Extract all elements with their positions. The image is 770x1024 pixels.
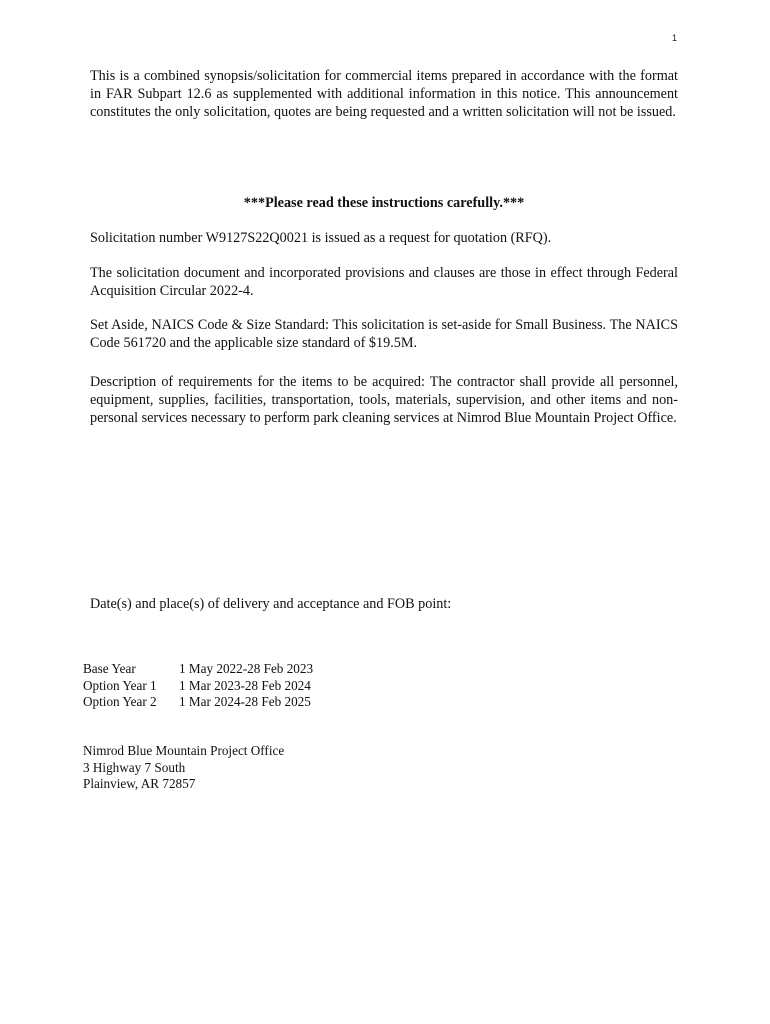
schedule-dates: 1 Mar 2024-28 Feb 2025: [179, 694, 311, 709]
provisions-paragraph: The solicitation document and incorporated provisions and clauses are those in effect through Federal Acquisition Circular 2022-4.: [90, 265, 678, 299]
schedule-period: Option Year 1: [83, 677, 157, 693]
schedule-row: [83, 678, 313, 695]
address-line: Nimrod Blue Mountain Project Office: [83, 743, 285, 758]
address-line: Plainview, AR 72857: [83, 776, 196, 791]
address-line: 3 Highway 7 South: [83, 759, 186, 775]
performance-schedule: [83, 661, 313, 711]
schedule-dates: 1 May 2022-28 Feb 2023: [179, 661, 314, 676]
schedule-period: Base Year: [83, 661, 136, 676]
intro-paragraph: This is a combined synopsis/solicitation for commercial items prepared in accordance with the format in FAR Subpart 12.6 as supplemented with additional information in this notice. This announcement constitutes the only solicitation, quotes are being requested and a written solicitation will not be issued.: [90, 68, 678, 120]
instructions-heading: ***Please read these instructions carefully.***: [243, 195, 525, 211]
schedule-row: [83, 661, 313, 678]
page-number: 1: [672, 33, 678, 43]
schedule-row: [83, 694, 313, 711]
schedule-dates: 1 Mar 2023-28 Feb 2024: [179, 677, 311, 693]
delivery-heading: Date(s) and place(s) of delivery and acceptance and FOB point:: [90, 596, 452, 612]
delivery-address: [83, 743, 284, 793]
description-paragraph: Description of requirements for the items to be acquired: The contractor shall provide all personnel, equipment, supplies, facilities, transportation, tools, materials, supervision, and other items and non-personal services necessary to perform park cleaning services at Nimrod Blue Mountain Project Office.: [90, 374, 678, 426]
solicitation-number-paragraph: Solicitation number W9127S22Q0021 is issued as a request for quotation (RFQ).: [90, 230, 552, 246]
set-aside-paragraph: Set Aside, NAICS Code & Size Standard: This solicitation is set-aside for Small Business. The NAICS Code 561720 and the applicable size standard of $19.5M.: [90, 317, 678, 351]
schedule-period: Option Year 2: [83, 694, 157, 709]
